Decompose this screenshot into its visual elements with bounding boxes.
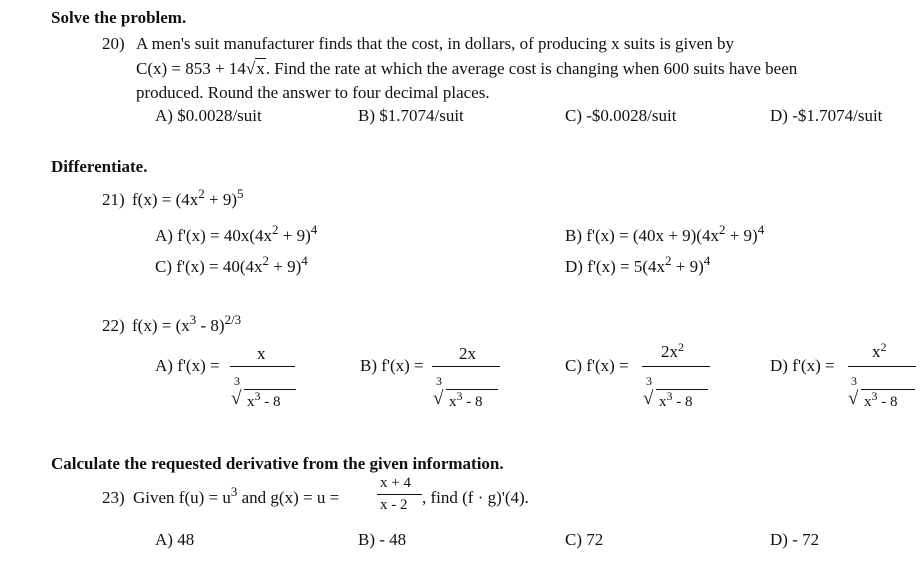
q22-c-num-text: 2x — [661, 342, 678, 361]
q21-b-mid: + 9) — [725, 226, 758, 245]
q20-answer-b: B) $1.7074/suit — [358, 106, 464, 125]
q22-text-mid: - 8) — [196, 316, 225, 335]
q22-c-radicand — [659, 389, 693, 410]
q22-c-root-index: 3 — [646, 374, 652, 388]
q20-answer-d: D) -$1.7074/suit — [770, 106, 883, 125]
q23-text-post: , find (f · g)'(4). — [422, 488, 529, 507]
q22-b-den-exp: 3 — [456, 389, 463, 403]
radicand: x — [256, 59, 265, 78]
q23-answer-b: B) - 48 — [358, 530, 407, 549]
q22-exponent-2: 2/3 — [224, 312, 242, 327]
q22-exponent-1: 3 — [189, 312, 197, 327]
q22-c-den-rest: - 8 — [672, 394, 693, 410]
q22-b-numerator — [459, 345, 476, 362]
q21-d-mid: + 9) — [671, 257, 704, 276]
q22-d-radicand — [864, 389, 898, 410]
q22-text: f(x) = (x — [132, 316, 190, 335]
q23-answer-a: A) 48 — [155, 530, 195, 549]
cube-root-icon: √ — [231, 388, 242, 409]
q22-d-root-index: 3 — [851, 374, 857, 388]
q21-answer-a — [155, 222, 318, 245]
q22-c-root-bar — [656, 389, 708, 390]
question-23-text — [133, 484, 340, 507]
q22-b-label: B) f'(x) = — [360, 356, 424, 375]
q21-d-exp-1: 2 — [664, 253, 672, 268]
q21-a-mid: + 9) — [278, 226, 311, 245]
cost-function-text: C(x) = 853 + 14 — [136, 59, 246, 78]
cube-root-icon: √ — [433, 388, 444, 409]
q22-c-den-exp: 3 — [666, 389, 673, 403]
question-20-line-2-rest: . Find the rate at which the average cost is changing when 600 suits have been — [265, 59, 798, 78]
question-20-number: 20) — [102, 34, 125, 53]
q21-c-text: C) f'(x) = 40(4x — [155, 257, 263, 276]
q21-exponent-1: 2 — [198, 186, 205, 201]
q21-a-text: A) f'(x) = 40x(4x — [155, 226, 272, 245]
q23-exponent: 3 — [230, 484, 238, 499]
q21-c-exp-1: 2 — [262, 253, 270, 268]
q21-answer-c — [155, 253, 308, 276]
q23-frac-numerator: x + 4 — [380, 475, 411, 491]
q22-a-radicand — [247, 389, 281, 410]
q23-text-mid: and g(x) = u = — [237, 488, 340, 507]
q21-c-mid: + 9) — [269, 257, 302, 276]
question-20-line-1: A men's suit manufacturer finds that the cost, in dollars, of producing x suits is given by — [136, 34, 734, 53]
section-heading-differentiate: Differentiate. — [51, 157, 148, 176]
q21-answer-d — [565, 253, 711, 276]
q21-d-text: D) f'(x) = 5(4x — [565, 257, 665, 276]
q23-answer-c: C) 72 — [565, 530, 604, 549]
q22-a-den-rest: - 8 — [260, 394, 281, 410]
q22-b-root-index: 3 — [436, 374, 442, 388]
q22-a-fraction-bar — [230, 366, 295, 367]
q21-text: f(x) = (4x — [132, 190, 199, 209]
q21-b-text: B) f'(x) = (40x + 9)(4x — [565, 226, 719, 245]
section-heading-solve: Solve the problem. — [51, 8, 187, 27]
q22-c-den-x: x — [659, 394, 667, 410]
cube-root-icon: √ — [643, 388, 654, 409]
q23-text: Given f(u) = u — [133, 488, 231, 507]
q21-d-exp-2: 4 — [703, 253, 711, 268]
question-20-line-2 — [136, 60, 797, 77]
q22-c-num-exp: 2 — [678, 340, 684, 354]
question-23-number: 23) — [102, 488, 125, 507]
q22-b-radicand — [449, 389, 483, 410]
q22-d-den-x: x — [864, 394, 872, 410]
question-21-number: 21) — [102, 190, 125, 209]
q23-frac-denominator: x - 2 — [380, 497, 408, 513]
q21-c-exp-2: 4 — [301, 253, 308, 268]
question-21-function — [132, 186, 244, 209]
q22-d-num-exp: 2 — [880, 340, 887, 354]
q20-answer-c: C) -$0.0028/suit — [565, 106, 677, 125]
q22-a-numerator — [257, 345, 266, 362]
q22-a-root-index: 3 — [234, 374, 240, 388]
q22-d-label: D) f'(x) = — [770, 356, 835, 375]
q22-d-num-text: x — [872, 342, 881, 361]
q22-b-den-x: x — [449, 394, 457, 410]
q21-text-mid: + 9) — [204, 190, 237, 209]
q22-a-den-exp: 3 — [254, 389, 261, 403]
q22-d-den-rest: - 8 — [877, 394, 898, 410]
q20-answer-a: A) $0.0028/suit — [155, 106, 262, 125]
q23-fraction-bar — [377, 494, 422, 495]
q22-b-num-text: 2x — [459, 344, 476, 363]
question-22-number: 22) — [102, 316, 125, 335]
q22-b-fraction-bar — [432, 366, 500, 367]
q22-c-fraction-bar — [642, 366, 710, 367]
q22-d-numerator — [872, 340, 887, 361]
q22-d-fraction-bar — [848, 366, 916, 367]
q21-b-exp-2: 4 — [757, 222, 765, 237]
q21-exponent-2: 5 — [236, 186, 244, 201]
q22-a-label: A) f'(x) = — [155, 356, 220, 375]
q22-b-root-bar — [446, 389, 498, 390]
q21-a-exp-2: 4 — [310, 222, 318, 237]
q21-b-exp-1: 2 — [718, 222, 726, 237]
q21-a-exp-1: 2 — [271, 222, 279, 237]
q23-answer-d: D) - 72 — [770, 530, 820, 549]
q22-d-root-bar — [861, 389, 915, 390]
q22-b-den-rest: - 8 — [462, 394, 483, 410]
q22-c-numerator — [661, 340, 684, 361]
section-heading-calculate: Calculate the requested derivative from the given information. — [51, 454, 504, 473]
square-root-icon: √ — [245, 59, 256, 78]
question-20-line-3: produced. Round the answer to four decimal places. — [136, 83, 490, 102]
q22-a-root-bar — [244, 389, 296, 390]
q22-a-num-text: x — [257, 344, 266, 363]
q22-d-den-exp: 3 — [871, 389, 878, 403]
question-22-function — [132, 312, 242, 335]
q22-c-label: C) f'(x) = — [565, 356, 629, 375]
q22-a-den-x: x — [247, 394, 255, 410]
q21-answer-b — [565, 222, 765, 245]
cube-root-icon: √ — [848, 388, 859, 409]
